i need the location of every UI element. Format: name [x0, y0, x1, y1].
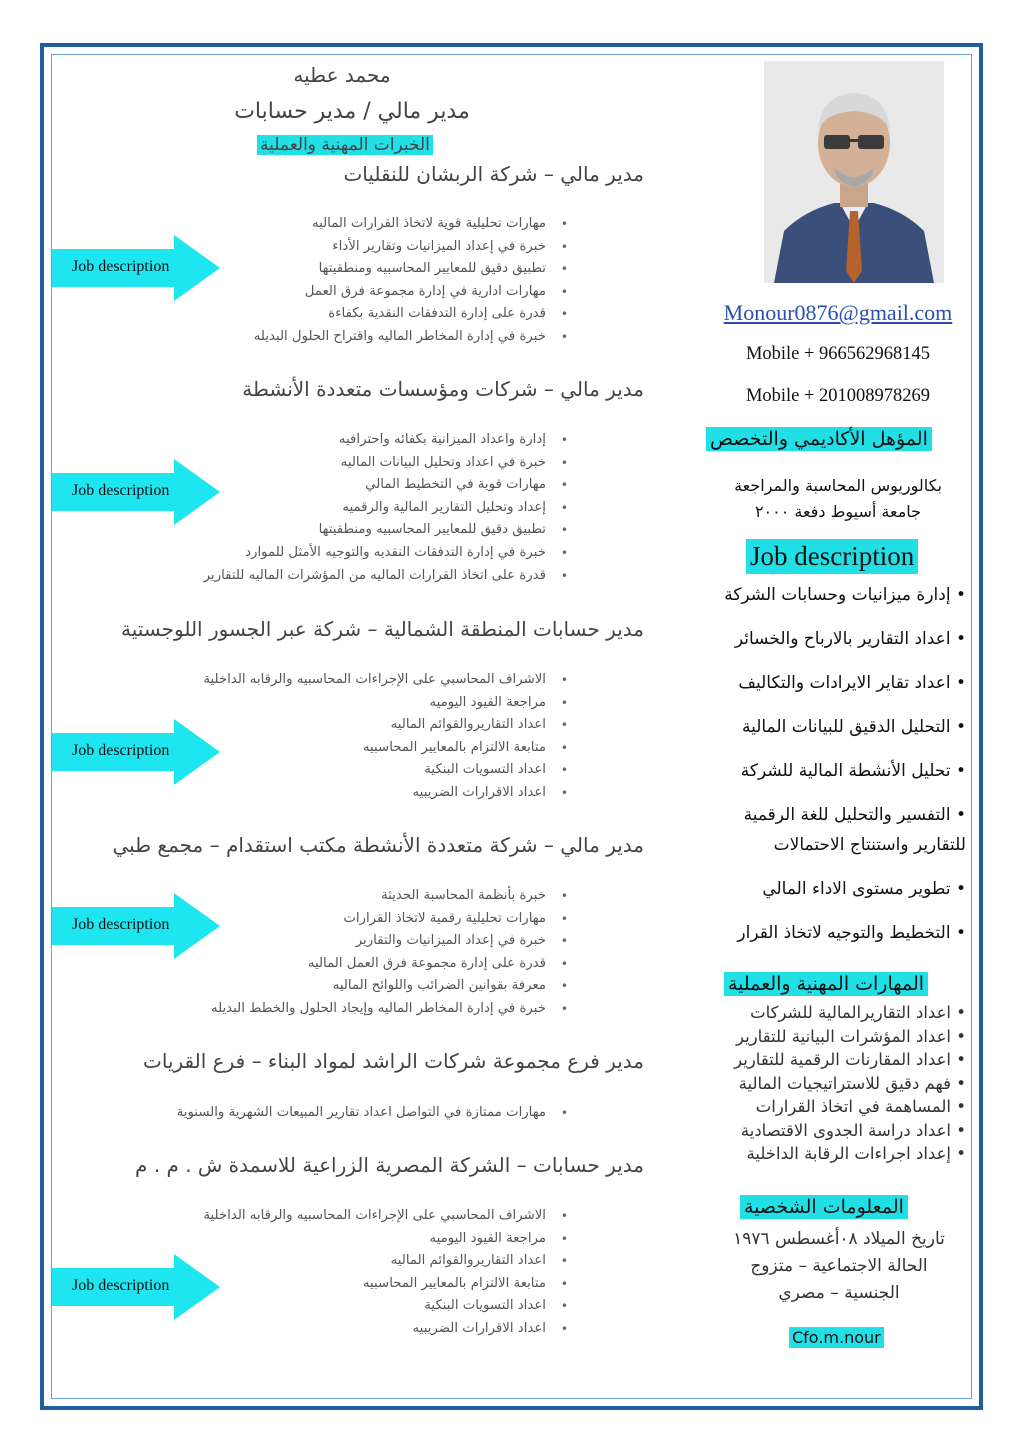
job-description-arrow: Job description — [52, 1254, 222, 1320]
nationality: الجنسية – مصري — [778, 1283, 900, 1303]
duty-item: • اعداد الاقرارات الضريبيه — [203, 782, 572, 805]
jd-item: • إدارة ميزانيات وحسابات الشركة — [724, 585, 966, 605]
duty-item: • تطبيق دقيق للمعايير المحاسبيه ومنطقيتها — [204, 519, 572, 542]
duty-item: • معرفة بقوانين الضرائب واللوائح الماليه — [211, 975, 572, 998]
duty-item: • قدرة على اتخاذ القرارات الماليه من المؤشرات الماليه للتقارير — [204, 565, 572, 588]
duty-item: • خبرة في إعداد الميزانيات وتقارير الأداء — [254, 236, 572, 259]
skill-item: • إعداد اجراءات الرقابة الداخلية — [746, 1144, 966, 1163]
duty-list — [211, 885, 572, 1021]
skill-item: • اعداد المقارنات الرقمية للتقارير — [734, 1050, 966, 1069]
job-title: مدير مالي – شركات ومؤسسات متعددة الأنشطة — [242, 377, 644, 401]
job-description-arrow: Job description — [52, 893, 222, 959]
duty-item: • الاشراف المحاسبي على الإجراءات المحاسبيه والرقابه الداخلية — [203, 1205, 572, 1228]
skill-item: • اعداد دراسة الجدوى الاقتصادية — [740, 1120, 966, 1140]
skills-heading: المهارات المهنية والعملية — [724, 972, 928, 996]
duty-item: • خبرة في إدارة التدفقات النقديه والتوجيه الأمثل للموارد — [204, 542, 572, 565]
duty-item: • متابعة الالتزام بالمعايير المحاسبيه — [203, 737, 572, 760]
duty-item: • إدارة واعداد الميزانية بكفائه واحترافيه — [204, 429, 572, 452]
marital-status: الحالة الاجتماعية – متزوج — [750, 1256, 928, 1276]
job-description-list — [724, 585, 966, 967]
job-title-header: مدير مالي / مدير حسابات — [234, 99, 470, 124]
profile-photo — [764, 61, 944, 283]
job-title: مدير مالي – شركة متعددة الأنشطة مكتب استقدام – مجمع طبي — [112, 833, 644, 857]
job-description-arrow: Job description — [52, 459, 222, 525]
duty-item: • إعداد وتحليل التقارير المالية والرقميه — [204, 497, 572, 520]
birth-date: تاريخ الميلاد ٠٨أغسطس ١٩٧٦ — [733, 1229, 945, 1249]
jd-item: • تطوير مستوى الاداء المالي — [762, 879, 966, 899]
job-title: مدير حسابات المنطقة الشمالية – شركة عبر الجسور اللوجستية — [121, 617, 644, 641]
education-degree: بكالوريوس المحاسبة والمراجعة — [734, 476, 942, 495]
duty-list — [254, 213, 572, 349]
duty-item: • خبرة في إعداد الميزانيات والتقارير — [211, 930, 572, 953]
skill-item: • اعداد التقاريرالمالية للشركات — [750, 1003, 966, 1022]
duty-item: • مهارات تحليلية رقمية لاتخاذ القرارات — [211, 908, 572, 931]
personal-info-heading: المعلومات الشخصية — [740, 1195, 908, 1219]
duty-list — [203, 1205, 572, 1341]
education-university: جامعة أسيوط دفعة ٢٠٠٠ — [754, 502, 922, 521]
job-title: مدير فرع مجموعة شركات الراشد لمواد البناء – فرع القريات — [143, 1049, 644, 1073]
jd-item: • اعداد تقاير الايرادات والتكاليف — [738, 673, 966, 693]
skills-list — [734, 1001, 966, 1166]
duty-item: • قدرة على إدارة التدفقات النقدية بكفاءة — [254, 303, 572, 326]
skill-item: • فهم دقيق للاستراتيجيات المالية — [738, 1073, 966, 1093]
duty-item: • خبرة في اعداد وتحليل البيانات الماليه — [204, 452, 572, 475]
duty-item: • خبرة في إدارة المخاطر الماليه واقتراح الحلول البديله — [254, 326, 572, 349]
jd-item: للتقارير واستنتاج الاحتمالات — [773, 835, 966, 855]
duty-item: • مراجعة القيود اليوميه — [203, 692, 572, 715]
skill-item: • المساهمة في اتخاذ القرارات — [755, 1097, 966, 1116]
duty-item: • قدرة على إدارة مجموعة فرق العمل الماليه — [211, 953, 572, 976]
duty-item: • خبرة بأنظمة المحاسبة الحديثة — [211, 885, 572, 908]
education-heading: المؤهل الأكاديمي والتخصص — [706, 427, 932, 451]
job-description-heading: Job description — [746, 539, 918, 574]
duty-item: • مراجعة القيود اليوميه — [203, 1228, 572, 1251]
duty-item: • مهارات تحليلية قوية لاتخاذ القرارات الماليه — [254, 213, 572, 236]
duty-item: • اعداد التسويات البنكية — [203, 759, 572, 782]
duty-item: • الاشراف المحاسبي على الإجراءات المحاسبيه والرقابه الداخلية — [203, 669, 572, 692]
duty-item: • مهارات قوية في التخطيط المالي — [204, 474, 572, 497]
duty-item: • متابعة الالتزام بالمعايير المحاسبيه — [203, 1273, 572, 1296]
experience-heading: الخبرات المهنية والعملية — [257, 135, 433, 155]
duty-list — [177, 1102, 572, 1125]
duty-item: • اعداد الاقرارات الضريبيه — [203, 1318, 572, 1341]
duty-item: • خبرة في إدارة المخاطر الماليه وإيجاد الحلول والخطط البديله — [211, 998, 572, 1021]
job-description-arrow: Job description — [52, 719, 222, 785]
jd-item: • اعداد التقارير بالارباح والخسائر — [734, 629, 966, 649]
jd-item: • تحليل الأنشطة المالية للشركة — [740, 761, 966, 781]
duty-list — [204, 429, 572, 587]
job-title: مدير حسابات – الشركة المصرية الزراعية للاسمدة ش . م . م — [135, 1153, 644, 1177]
job-title: مدير مالي – شركة الربشان للنقليات — [343, 162, 644, 186]
jd-item: • التخطيط والتوجيه لاتخاذ القرار — [737, 923, 966, 943]
person-name: محمد عطيه — [293, 63, 391, 87]
email-link[interactable]: Monour0876@gmail.com — [723, 300, 953, 325]
duty-item: • تطبيق دقيق للمعايير المحاسبيه ومنطقيتها — [254, 258, 572, 281]
mobile-number: Mobile + 201008978269 — [745, 386, 931, 406]
jd-item: • التحليل الدقيق للبيانات المالية — [741, 717, 966, 737]
duty-item: • اعداد التقاريروالقوائم الماليه — [203, 1250, 572, 1273]
jd-item: • التفسير والتحليل للغة الرقمية — [743, 805, 966, 825]
duty-item: • اعداد التقاريروالقوائم الماليه — [203, 714, 572, 737]
mobile-number: Mobile + 966562968145 — [745, 344, 931, 364]
handle-tag: Cfo.m.nour — [789, 1327, 884, 1348]
job-description-arrow: Job description — [52, 235, 222, 301]
sidebar — [700, 55, 972, 1400]
duty-item: • مهارات ادارية في إدارة مجموعة فرق العمل — [254, 281, 572, 304]
duty-item: • مهارات ممتازة في التواصل اعداد تقارير المبيعات الشهرية والسنوية — [177, 1102, 572, 1125]
skill-item: • اعداد المؤشرات البيانية للتقارير — [736, 1026, 966, 1046]
duty-item: • اعداد التسويات البنكية — [203, 1295, 572, 1318]
duty-list — [203, 669, 572, 805]
